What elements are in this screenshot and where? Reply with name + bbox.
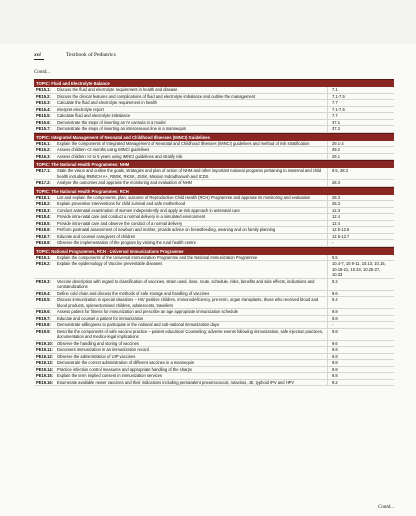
chapter-reference: 9.4 xyxy=(327,297,390,308)
competency-description: Provide intra-natal care and observe the conduct of a normal delivery xyxy=(57,220,183,226)
competency-code: PE19.16: xyxy=(36,379,54,385)
table-row xyxy=(34,261,394,279)
competency-description: Document immunization in an immunization record xyxy=(57,347,149,352)
topic-heading: TOPIC: The National Health Programmes: RCH xyxy=(34,187,394,195)
table-row xyxy=(34,297,394,309)
table-row xyxy=(34,279,394,291)
competency-description: Assess patient for fitness for immunization and prescribe an age appropriate immunization schedule xyxy=(57,309,238,314)
chapter-reference: 9.8 xyxy=(327,316,390,322)
chapter-reference: 10.4-7, 10.9-11, 10.13, 10.15, 10.18-21, 10.23, 10.25-27, 10.33 xyxy=(327,261,390,278)
top-margin xyxy=(0,0,416,44)
topic-heading: TOPIC: Integrated Management of Neonatal and Childhood Illnesses (IMNCI) Guidelines xyxy=(34,133,394,141)
competency-description: Provide intra-natal care and conduct a normal delivery in a simulated environment xyxy=(57,214,206,219)
competency-description: Enumerate available newer vaccines and their indications including pentavalent pneumococcal, rotavirus, JE, typhoid IPV and HPV xyxy=(57,379,295,385)
competency-code: PE17.1: xyxy=(36,168,51,173)
competency-code: PE19.13: xyxy=(36,360,54,365)
chapter-reference: 37.2 xyxy=(327,126,390,132)
competency-description: Educate and counsel caregivers of children xyxy=(57,233,136,239)
competency-description: Explain the components of the Universal Immunization Programme and the National Immunization Programme xyxy=(57,254,258,260)
chapter-reference: 37.1 xyxy=(327,120,390,126)
chapter-reference: 9.2 xyxy=(327,380,390,386)
competency-description: Explain the components of Integrated Management of Neonatal and Childhood Illnesses (IMNCI) guidelines and method of risk stratification xyxy=(57,140,310,146)
competency-table xyxy=(34,79,394,386)
chapter-reference: 9.5, 28.3 xyxy=(327,168,390,179)
chapter-reference: 7.1 xyxy=(327,87,390,93)
competency-code: PE15.3: xyxy=(36,100,51,105)
competency-description: Observe the implementation of the program by visiting the rural health centre xyxy=(57,240,197,245)
competency-description: Demonstrate the steps of inserting an interosseous line in a mannequin xyxy=(57,126,187,131)
page-number-rule xyxy=(34,59,44,60)
chapter-reference: 9.8 xyxy=(327,360,390,366)
competency-description: Perform postnatal assessment of newborn and mother, provide advice on breastfeeding, weaning and on family planning xyxy=(57,227,276,232)
competency-description: Demonstrate the correct administration of different vaccines in a mannequin xyxy=(57,360,195,365)
chapter-reference: 28.3 xyxy=(327,195,390,201)
chapter-reference: 9.8 xyxy=(327,329,390,340)
competency-description: Practice infection control measures and appropriate handling of the sharps xyxy=(57,366,192,372)
competency-code: PE18.5: xyxy=(36,220,51,226)
competency-code: PE18.2: xyxy=(36,201,51,206)
competency-description: Educate and counsel a patient for immunization xyxy=(57,315,144,321)
competency-description: Calculate the fluid and electrolyte requirement in health xyxy=(57,100,157,105)
chapter-reference: 9.8 xyxy=(327,347,390,353)
competency-code: PE19.15: xyxy=(36,373,54,378)
competency-code: PE18.4: xyxy=(36,214,51,219)
competency-code: PE19.8: xyxy=(36,322,51,327)
competency-code: PE19.3: xyxy=(36,278,51,284)
page-header xyxy=(34,52,394,64)
competency-description: Assess children <2 months using IMNCI guidelines xyxy=(57,147,150,152)
continued-footer: Contd... xyxy=(378,505,394,510)
chapter-reference: 9.8 xyxy=(327,309,390,315)
competency-code: PE18.3: xyxy=(36,207,51,213)
chapter-reference: 9.6 xyxy=(327,291,390,297)
competency-code: PE15.1: xyxy=(36,87,51,92)
competency-description: Discuss the fluid and electrolyte requirement in health and disease xyxy=(57,87,178,92)
competency-code: PE19.9: xyxy=(36,328,51,334)
competency-description: Explain the epidemiology of Vaccine preventable diseases xyxy=(57,261,163,266)
chapter-reference: 9.2 xyxy=(327,279,390,290)
competency-description: Define cold chain and discuss the methods of safe storage and handling of vaccines xyxy=(57,290,210,296)
chapter-reference: 7.1-7.5 xyxy=(327,107,390,113)
book-title: Textbook of Pediatrics xyxy=(66,52,116,58)
competency-code: PE19.1: xyxy=(36,254,51,260)
chapter-reference: - xyxy=(327,322,390,328)
competency-code: PE18.1: xyxy=(36,194,51,200)
competency-description: Demonstrate willingness to participate in the national and sub-national immunization days xyxy=(57,322,220,327)
competency-description: Interpret electrolyte report xyxy=(57,106,104,112)
competency-code: PE15.5: xyxy=(36,113,51,118)
competency-code: PE19.11: xyxy=(36,347,53,352)
chapter-reference: 9.8 xyxy=(327,354,390,360)
chapter-reference: 7.7 xyxy=(327,113,390,119)
chapter-reference: 29.1-2 xyxy=(327,141,390,147)
chapter-reference: 12.3 xyxy=(327,208,390,214)
competency-code: PE19.10: xyxy=(36,340,54,346)
competency-code: PE19.7: xyxy=(36,315,51,321)
competency-description: State the vision and outline the goals, strategies and plan of action of NHM and other important national programs pertaining to maternal and child health including RMNCH A+, RBSK, RKSK, JSSK, Mission Indradhanush and ICDS xyxy=(57,168,322,179)
chapter-reference: 9.8 xyxy=(327,367,390,373)
competency-code: PE15.7: xyxy=(36,126,51,131)
competency-description: Discuss immunization in special situations – HIV positive children, immunodeficiency, pre-term, organ transplants, those who received blood and blood products, splenectomised children, adolescents, travellers xyxy=(57,297,319,308)
competency-code: PE19.14: xyxy=(36,366,54,372)
chapter-reference: 12.6-12.7 xyxy=(327,234,390,240)
competency-description: Discuss the clinical features and complications of fluid and electrolyte imbalance and outline the management xyxy=(57,93,256,99)
chapter-reference: 7.7 xyxy=(327,100,390,106)
competency-description: Calculate fluid and electrolyte imbalance xyxy=(57,113,131,118)
continued-label: Contd... xyxy=(34,70,50,75)
chapter-reference: 12.4 xyxy=(327,214,390,220)
chapter-reference: 28.3 xyxy=(327,180,390,186)
competency-code: PE16.1: xyxy=(36,140,51,146)
competency-description: Analyse the outcomes and appraise the monitoring and evaluation of NHM xyxy=(57,180,192,185)
chapter-reference: 7.1-7.5 xyxy=(327,94,390,100)
competency-description: List and explain the components, plan, outcome of Reproductive Child Health (RCH) Programme and appraise its monitoring and evaluation xyxy=(57,194,311,200)
competency-description: Explain the term implied consent in immunization services xyxy=(57,373,162,378)
competency-code: PE19.6: xyxy=(36,309,51,314)
competency-description: Vaccine description with regard to classification of vaccines, strain used, dose, route, schedule, risks, benefits and side effects, indications and contraindications xyxy=(57,278,315,289)
competency-code: PE18.6: xyxy=(36,227,51,232)
competency-code: PE18.8: xyxy=(36,240,51,245)
table-row xyxy=(34,329,394,341)
competency-code: PE16.2: xyxy=(36,147,51,152)
competency-code: PE19.5: xyxy=(36,297,51,302)
chapter-reference: 29.2 xyxy=(327,147,390,153)
topic-heading: TOPIC: The National Health Programmes: NHM xyxy=(34,160,394,168)
chapter-reference: - xyxy=(327,240,390,246)
table-row xyxy=(34,168,394,180)
competency-description: Observe the handling and storing of vaccines xyxy=(57,340,139,346)
competency-code: PE19.12: xyxy=(36,353,54,359)
competency-code: PE15.6: xyxy=(36,119,51,125)
competency-code: PE15.2: xyxy=(36,93,51,99)
chapter-reference: 9.6 xyxy=(327,341,390,347)
page-number: xvi xyxy=(34,52,41,58)
competency-description: Explain preventive interventions for child survival and safe motherhood xyxy=(57,201,186,206)
competency-code: PE19.2: xyxy=(36,261,51,266)
competency-description: Describe the components of safe vaccine practice – patient education/ Counseling; adverse events following immunization, safe injection practices, documentation and medico-legal implications xyxy=(57,328,324,339)
competency-code: PE15.4: xyxy=(36,106,51,112)
competency-code: PE16.3: xyxy=(36,153,51,159)
table-row xyxy=(34,380,394,387)
chapter-reference: 9.5 xyxy=(327,255,390,261)
chapter-reference: 29.1 xyxy=(327,154,390,160)
competency-description: Demonstrate the steps of inserting an IV cannula in a model xyxy=(57,119,166,125)
competency-description: Conduct antenatal examination of women independently and apply at-risk approach in antenatal care xyxy=(57,207,240,213)
competency-description: Assess children >2 to 5 years using IMNCI guidelines and stratify risk xyxy=(57,153,183,159)
topic-heading: TOPIC: National Programmes, RCH - Universal Immunizations Programme xyxy=(34,247,394,255)
chapter-reference: 12.4 xyxy=(327,221,390,227)
topic-heading: TOPIC: Fluid and Electrolyte Balance xyxy=(34,79,394,87)
competency-code: PE17.2: xyxy=(36,180,51,185)
competency-code: PE18.7: xyxy=(36,233,51,239)
chapter-reference: 9.8 xyxy=(327,373,390,379)
competency-description: Observe the administration of UIP vaccines xyxy=(57,353,136,359)
competency-code: PE19.4: xyxy=(36,290,51,296)
chapter-reference: 28.3 xyxy=(327,201,390,207)
chapter-reference: 12.5-12.6 xyxy=(327,227,390,233)
